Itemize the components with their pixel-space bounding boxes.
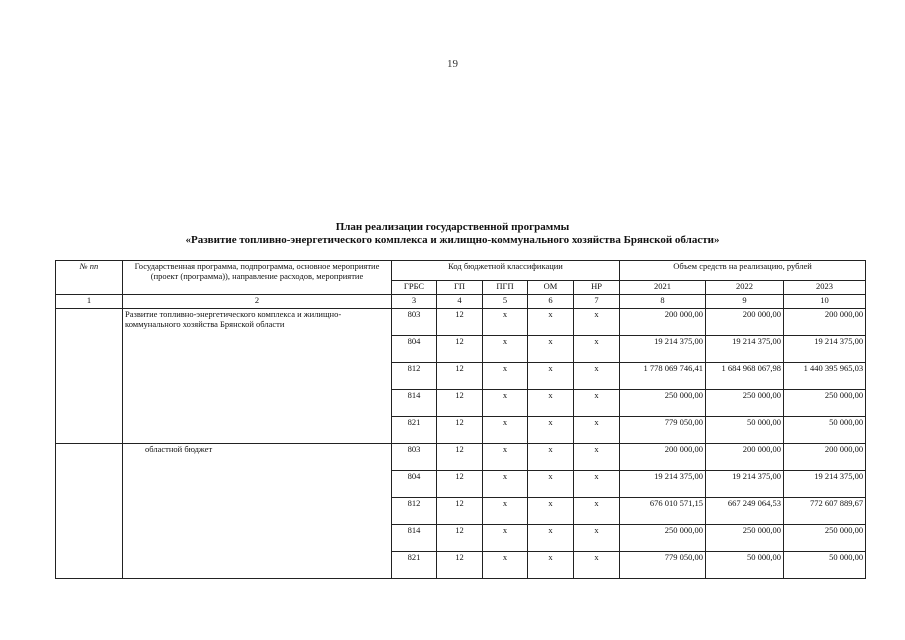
gp-cell: 12 [437,552,483,579]
amount-2022-cell: 19 214 375,00 [706,471,784,498]
om-cell: х [528,309,574,336]
amount-2023-cell: 19 214 375,00 [784,471,866,498]
gp-cell: 12 [437,336,483,363]
amount-2021-cell: 200 000,00 [620,309,706,336]
amount-2022-cell: 250 000,00 [706,390,784,417]
header-om: ОМ [528,281,574,295]
amount-2023-cell: 50 000,00 [784,552,866,579]
nr-cell: х [574,552,620,579]
plan-table [55,260,866,579]
amount-2022-cell: 50 000,00 [706,417,784,444]
amount-2023-cell: 250 000,00 [784,390,866,417]
amount-2023-cell: 250 000,00 [784,525,866,552]
col-number: 3 [392,295,437,309]
amount-2023-cell: 772 607 889,67 [784,498,866,525]
table-row [56,309,866,336]
pgp-cell: х [483,390,528,417]
pgp-cell: х [483,471,528,498]
grbs-cell: 804 [392,471,437,498]
col-number: 6 [528,295,574,309]
om-cell: х [528,363,574,390]
grbs-cell: 812 [392,363,437,390]
pgp-cell: х [483,417,528,444]
col-number: 2 [123,295,392,309]
grbs-cell: 814 [392,390,437,417]
pgp-cell: х [483,309,528,336]
nr-cell: х [574,336,620,363]
om-cell: х [528,444,574,471]
amount-2023-cell: 200 000,00 [784,444,866,471]
col-number: 7 [574,295,620,309]
amount-2021-cell: 779 050,00 [620,417,706,444]
header-program: Государственная программа, подпрограмма, основное мероприятие (проект (программа)), направление расходов, мероприятие [123,261,392,295]
gp-cell: 12 [437,444,483,471]
amount-2022-cell: 250 000,00 [706,525,784,552]
program-name-cell: областной бюджет [123,444,392,579]
pgp-cell: х [483,363,528,390]
amount-2022-cell: 19 214 375,00 [706,336,784,363]
amount-2023-cell: 1 440 395 965,03 [784,363,866,390]
nr-cell: х [574,309,620,336]
grbs-cell: 821 [392,417,437,444]
nr-cell: х [574,498,620,525]
document-title [0,221,905,247]
gp-cell: 12 [437,417,483,444]
amount-2021-cell: 19 214 375,00 [620,471,706,498]
grbs-cell: 803 [392,444,437,471]
gp-cell: 12 [437,390,483,417]
grbs-cell: 803 [392,309,437,336]
om-cell: х [528,390,574,417]
om-cell: х [528,498,574,525]
plan-table-body [56,309,866,579]
pgp-cell: х [483,444,528,471]
amount-2021-cell: 250 000,00 [620,390,706,417]
header-budget-code: Код бюджетной классификации [392,261,620,281]
om-cell: х [528,336,574,363]
amount-2022-cell: 200 000,00 [706,444,784,471]
title-line-2: «Развитие топливно-энергетического комплекса и жилищно-коммунального хозяйства Брянской области» [185,234,720,246]
gp-cell: 12 [437,498,483,525]
nr-cell: х [574,363,620,390]
nr-cell: х [574,471,620,498]
header-grbs: ГРБС [392,281,437,295]
header-pgp: ПГП [483,281,528,295]
header-gp: ГП [437,281,483,295]
amount-2022-cell: 1 684 968 067,98 [706,363,784,390]
nr-cell: х [574,390,620,417]
amount-2021-cell: 1 778 069 746,41 [620,363,706,390]
om-cell: х [528,552,574,579]
header-funds: Объем средств на реализацию, рублей [620,261,866,281]
om-cell: х [528,525,574,552]
amount-2022-cell: 50 000,00 [706,552,784,579]
header-year-2021: 2021 [620,281,706,295]
amount-2021-cell: 19 214 375,00 [620,336,706,363]
amount-2021-cell: 779 050,00 [620,552,706,579]
title-line-1: План реализации государственной программы [335,221,570,233]
header-num: № пп [56,261,123,295]
pgp-cell: х [483,552,528,579]
header-nr: НР [574,281,620,295]
page-number: 19 [447,58,458,70]
col-number: 10 [784,295,866,309]
amount-2022-cell: 200 000,00 [706,309,784,336]
nr-cell: х [574,525,620,552]
amount-2021-cell: 250 000,00 [620,525,706,552]
table-row [56,444,866,471]
gp-cell: 12 [437,309,483,336]
row-number-cell [56,444,123,579]
gp-cell: 12 [437,471,483,498]
gp-cell: 12 [437,525,483,552]
pgp-cell: х [483,336,528,363]
header-year-2023: 2023 [784,281,866,295]
gp-cell: 12 [437,363,483,390]
col-number: 8 [620,295,706,309]
grbs-cell: 812 [392,498,437,525]
pgp-cell: х [483,498,528,525]
program-name-cell: Развитие топливно-энергетического комплекса и жилищно-коммунального хозяйства Брянской области [123,309,392,444]
pgp-cell: х [483,525,528,552]
amount-2023-cell: 50 000,00 [784,417,866,444]
amount-2023-cell: 19 214 375,00 [784,336,866,363]
grbs-cell: 804 [392,336,437,363]
grbs-cell: 814 [392,525,437,552]
amount-2023-cell: 200 000,00 [784,309,866,336]
amount-2021-cell: 200 000,00 [620,444,706,471]
col-number: 5 [483,295,528,309]
amount-2021-cell: 676 010 571,15 [620,498,706,525]
header-year-2022: 2022 [706,281,784,295]
grbs-cell: 821 [392,552,437,579]
col-number: 4 [437,295,483,309]
col-number: 9 [706,295,784,309]
nr-cell: х [574,444,620,471]
nr-cell: х [574,417,620,444]
row-number-cell [56,309,123,444]
om-cell: х [528,417,574,444]
amount-2022-cell: 667 249 064,53 [706,498,784,525]
col-number: 1 [56,295,123,309]
om-cell: х [528,471,574,498]
